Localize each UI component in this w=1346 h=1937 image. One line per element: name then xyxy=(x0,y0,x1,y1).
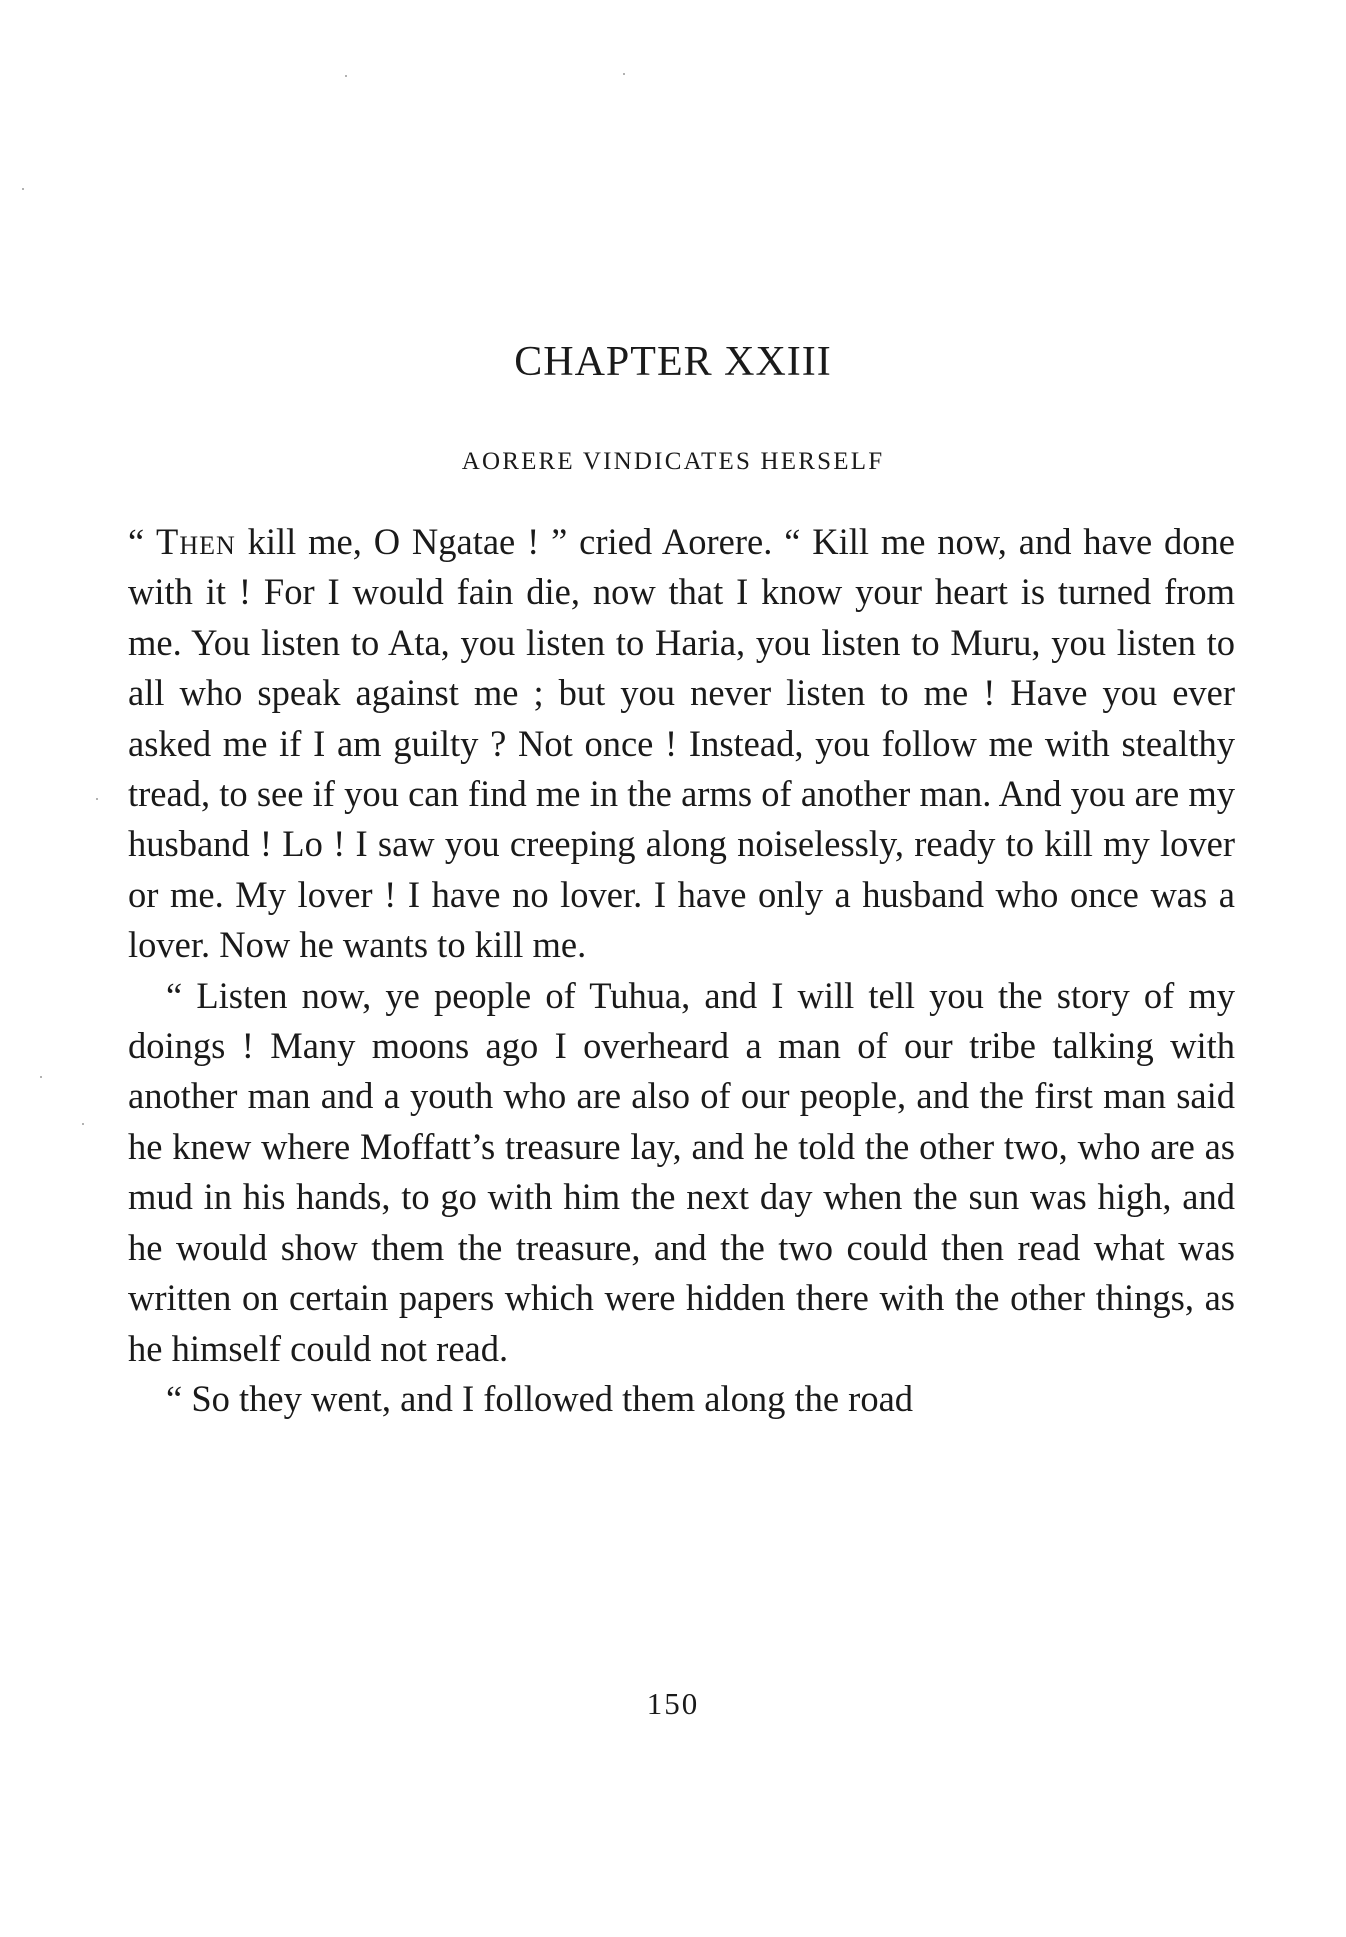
paper-speck xyxy=(623,73,625,75)
chapter-body xyxy=(128,517,1235,1424)
page-number: 150 xyxy=(646,1686,700,1721)
paragraph xyxy=(128,517,1235,971)
paper-speck xyxy=(40,1076,42,1078)
paragraph-text: “ Listen now, ye people of Tuhua, and I will tell you the story of my doings ! Many moons ago I overheard a man of our tribe talking with another man and a youth who are also of our people, and the first man said he knew where Moffatt’s treasure lay, and he told the other two, who are as mud in his hands, to go with him the next day when the sun was high, and he would show them the treasure, and the two could then read what was written on certain papers which were hidden there with the other things, as he himself could not read. xyxy=(128,974,1235,1369)
paper-speck xyxy=(82,1123,84,1125)
chapter-subtitle: AORERE VINDICATES HERSELF xyxy=(461,448,885,475)
lead-word: Then xyxy=(156,521,236,562)
opening-quote: “ xyxy=(128,521,157,562)
chapter-heading: CHAPTER XXIII xyxy=(514,339,832,385)
paragraph xyxy=(128,971,1235,1374)
paragraph-text: “ So they went, and I followed them along the road xyxy=(166,1377,914,1419)
paragraph-text: kill me, O Ngatae ! ” cried Aorere. “ Kill me now, and have done with it ! For I would fain die, now that I know your heart is turned from me. You listen to Ata, you listen to Haria, you listen to Muru, you listen to all who speak against me ; but you never listen to me ! Have you ever asked me if I am guilty ? Not once ! Instead, you follow me with stealthy tread, to see if you can find me in the arms of another man. And you are my husband ! Lo ! I saw you creeping along noiselessly, ready to kill my lover or me. My lover ! I have no lover. I have only a husband who once was a lover. Now he wants to kill me. xyxy=(128,521,1235,966)
paper-speck xyxy=(96,798,98,800)
paper-speck xyxy=(22,188,24,190)
paragraph xyxy=(128,1374,1235,1424)
paper-speck xyxy=(345,75,347,77)
